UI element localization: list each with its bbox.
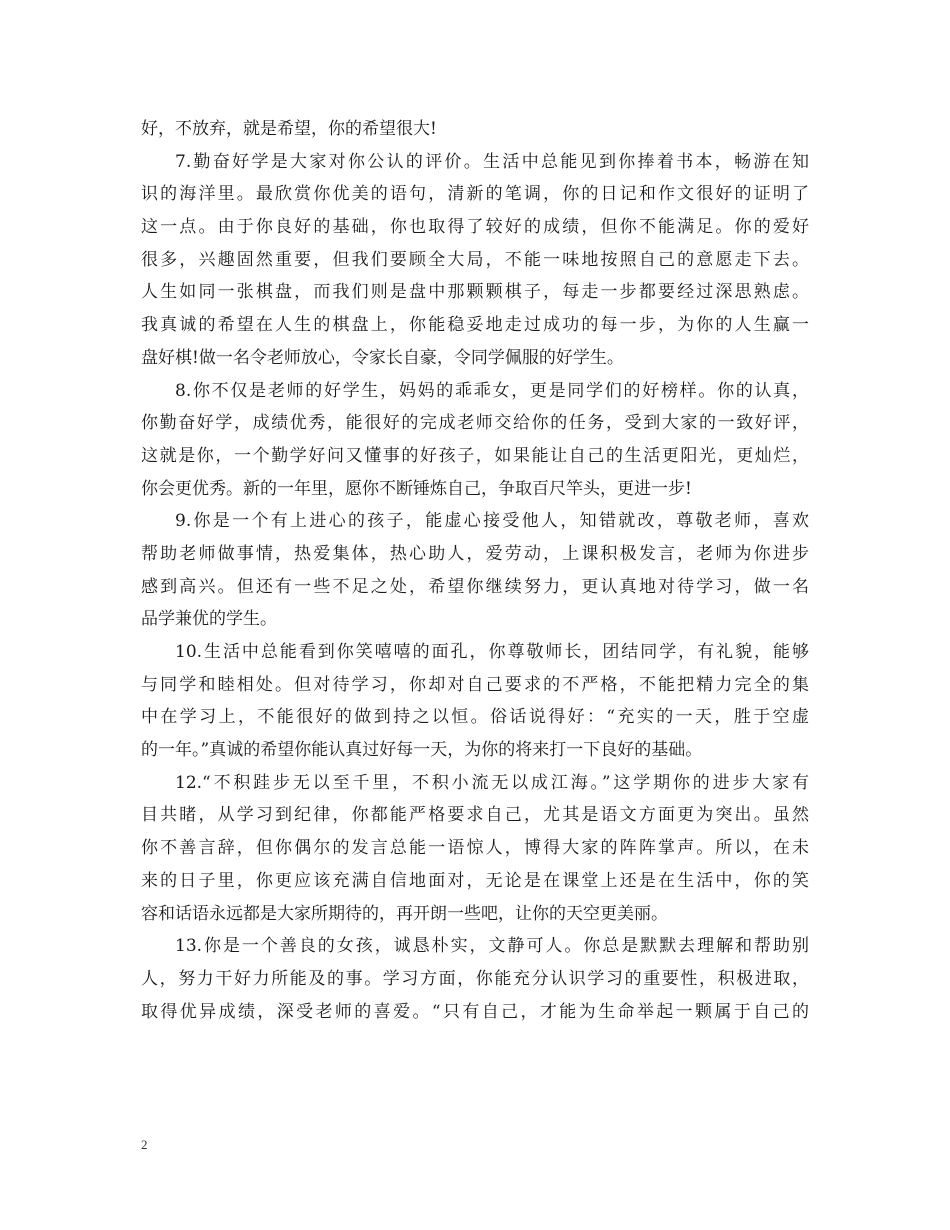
text-line: 目共睹，从学习到纪律，你都能严格要求自己，尤其是语文方面更为突出。虽然 [141,805,809,826]
text-line: 7.勤奋好学是大家对你公认的评价。生活中总能见到你捧着书本，畅游在知 [175,151,809,172]
text-line: 的一年。”真诚的希望你能认真过好每一天，为你的将来打一下良好的基础。 [141,740,703,761]
text-line: 取得优异成绩，深受老师的喜爱。“只有自己，才能为生命举起一颗属于自己的 [141,1001,809,1022]
text-line: 我真诚的希望在人生的棋盘上，你能稳妥地走过成功的每一步，为你的人生赢一 [141,315,809,336]
paragraph [141,146,809,375]
text-line: 来的日子里，你更应该充满自信地面对，无论是在课堂上还是在生活中，你的笑 [141,870,809,891]
text-line: 9.你是一个有上进心的孩子，能虚心接受他人，知错就改，尊敬老师，喜欢 [175,511,809,532]
text-line: 13.你是一个善良的女孩，诚恳朴实，文静可人。你总是默默去理解和帮助别 [175,936,809,957]
paragraph [141,930,809,1028]
text-line: 人生如同一张棋盘，而我们则是盘中那颗颗棋子，每走一步都要经过深思熟虑。 [141,282,809,303]
paragraph [141,375,809,506]
text-line: 很多，兴趣固然重要，但我们要顾全大局，不能一味地按照自己的意愿走下去。 [141,249,809,270]
text-line: 好，不放弃，就是希望，你的希望很大! [141,119,437,139]
text-line: 你勤奋好学，成绩优秀，能很好的完成老师交给你的任务，受到大家的一致好评， [141,413,809,434]
text-line: 与同学和睦相处。但对待学习，你却对自己要求的不严格，不能把精力完全的集 [141,674,809,695]
paragraph [141,113,809,146]
text-line: 12.“不积跬步无以至千里，不积小流无以成江海。”这学期你的进步大家有 [175,772,809,793]
text-line: 品学兼优的学生。 [141,609,277,630]
text-line: 容和话语永远都是大家所期待的，再开朗一些吧，让你的天空更美丽。 [141,903,668,924]
paragraph [141,767,809,930]
text-line: 你不善言辞，但你偶尔的发言总能一语惊人，博得大家的阵阵掌声。所以，在未 [141,838,809,859]
text-line: 10.生活中总能看到你笑嘻嘻的面孔，你尊敬师长，团结同学，有礼貌，能够 [175,642,809,662]
text-line: 你会更优秀。新的一年里，愿你不断锤炼自己，争取百尺竿头，更进一步! [141,478,692,499]
text-line: 帮助老师做事情，热爱集体，热心助人，爱劳动，上课积极发言，老师为你进步 [141,543,809,564]
page-number: 2 [141,1137,148,1152]
text-line: 盘好棋!做一名令老师放心，令家长自豪，令同学佩服的好学生。 [141,347,624,368]
text-line: 8.你不仅是老师的好学生，妈妈的乖乖女，更是同学们的好榜样。你的认真， [175,380,809,401]
paragraph [141,505,809,636]
paragraph [141,636,809,767]
text-line: 这一点。由于你良好的基础，你也取得了较好的成绩，但你不能满足。你的爱好 [141,217,809,238]
document-body [141,113,809,1028]
text-line: 感到高兴。但还有一些不足之处，希望你继续努力，更认真地对待学习，做一名 [141,576,809,597]
text-line: 人，努力干好力所能及的事。学习方面，你能充分认识学习的重要性，积极进取， [141,968,809,989]
text-line: 中在学习上，不能很好的做到持之以恒。俗话说得好：“充实的一天，胜于空虚 [141,707,809,728]
text-line: 这就是你，一个勤学好问又懂事的好孩子，如果能让自己的生活更阳光，更灿烂， [141,445,809,466]
text-line: 识的海洋里。最欣赏你优美的语句，清新的笔调，你的日记和作文很好的证明了 [141,184,809,205]
